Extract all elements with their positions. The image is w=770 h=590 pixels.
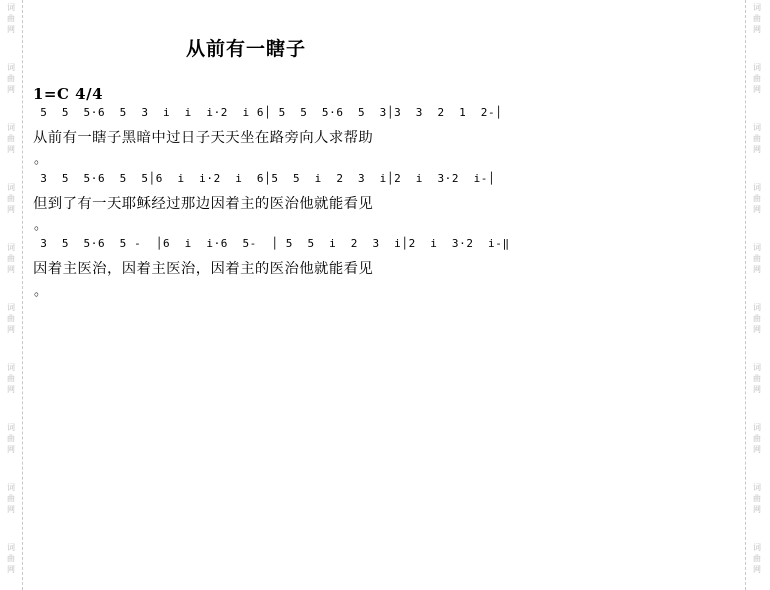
watermark-glyph: 曲 <box>7 554 15 563</box>
watermark-glyph: 词 <box>753 483 761 492</box>
watermark-glyph: 曲 <box>753 14 761 23</box>
lyric-line-3-end: 。 <box>34 284 48 299</box>
notation-line-3: 3 5 5·6 5 - │6 i i·6 5- │ 5 5 i 2 3 i│2 i 3·2 i-‖ <box>33 237 510 250</box>
lyric-line-1-end: 。 <box>34 152 48 167</box>
lyric-line-2: 但到了有一天耶稣经过那边因着主的医治他就能看见 <box>33 196 374 212</box>
watermark-glyph: 曲 <box>7 134 15 143</box>
watermark-glyph: 词 <box>753 63 761 72</box>
watermark-glyph: 曲 <box>7 194 15 203</box>
watermark-glyph: 网 <box>7 265 15 274</box>
watermark-glyph: 网 <box>753 385 761 394</box>
watermark-glyph: 词 <box>7 3 15 12</box>
watermark-glyph: 词 <box>7 483 15 492</box>
watermark-glyph: 曲 <box>7 74 15 83</box>
watermark-glyph: 网 <box>7 145 15 154</box>
watermark-glyph: 网 <box>7 325 15 334</box>
watermark-glyph: 网 <box>753 205 761 214</box>
watermark-glyph: 曲 <box>753 134 761 143</box>
notation-line-1: 5 5 5·6 5 3 i i i·2 i 6│ 5 5 5·6 5 3│3 3 2 1 2-│ <box>33 106 503 119</box>
watermark-glyph: 词 <box>753 123 761 132</box>
watermark-glyph: 网 <box>753 445 761 454</box>
watermark-glyph: 网 <box>753 325 761 334</box>
watermark-glyph: 网 <box>7 85 15 94</box>
notation-line-2: 3 5 5·6 5 5│6 i i·2 i 6│5 5 i 2 3 i│2 i 3·2 i-│ <box>33 172 496 185</box>
watermark-glyph: 曲 <box>753 554 761 563</box>
right-watermark-column <box>745 0 770 590</box>
watermark-glyph: 曲 <box>7 314 15 323</box>
watermark-glyph: 词 <box>753 303 761 312</box>
watermark-glyph: 曲 <box>7 254 15 263</box>
watermark-glyph: 网 <box>7 205 15 214</box>
watermark-glyph: 词 <box>753 183 761 192</box>
watermark-glyph: 曲 <box>753 254 761 263</box>
watermark-glyph: 词 <box>753 243 761 252</box>
watermark-glyph: 词 <box>753 423 761 432</box>
watermark-glyph: 网 <box>753 25 761 34</box>
watermark-glyph: 词 <box>753 363 761 372</box>
watermark-glyph: 词 <box>753 543 761 552</box>
watermark-glyph: 网 <box>753 505 761 514</box>
lyric-line-1: 从前有一瞎子黑暗中过日子天天坐在路旁向人求帮助 <box>33 130 374 146</box>
watermark-glyph: 词 <box>7 543 15 552</box>
watermark-glyph: 曲 <box>753 434 761 443</box>
watermark-glyph: 曲 <box>7 374 15 383</box>
watermark-glyph: 曲 <box>7 434 15 443</box>
watermark-glyph: 词 <box>7 243 15 252</box>
watermark-glyph: 词 <box>7 423 15 432</box>
watermark-glyph: 网 <box>7 25 15 34</box>
watermark-glyph: 词 <box>7 183 15 192</box>
key-time-signature: 1=C 4/4 <box>33 85 104 103</box>
watermark-glyph: 曲 <box>753 194 761 203</box>
watermark-glyph: 网 <box>7 385 15 394</box>
left-watermark-column <box>0 0 23 590</box>
watermark-glyph: 词 <box>7 123 15 132</box>
watermark-glyph: 曲 <box>753 74 761 83</box>
watermark-glyph: 词 <box>7 303 15 312</box>
watermark-glyph: 网 <box>7 445 15 454</box>
watermark-glyph: 网 <box>753 85 761 94</box>
watermark-glyph: 词 <box>7 363 15 372</box>
watermark-glyph: 曲 <box>753 374 761 383</box>
watermark-glyph: 词 <box>7 63 15 72</box>
watermark-glyph: 曲 <box>753 494 761 503</box>
watermark-glyph: 词 <box>753 3 761 12</box>
watermark-glyph: 网 <box>753 145 761 154</box>
lyric-line-3: 因着主医治，因着主医治，因着主的医治他就能看见 <box>33 261 374 277</box>
watermark-glyph: 网 <box>753 265 761 274</box>
song-title: 从前有一瞎子 <box>186 38 307 60</box>
watermark-glyph: 网 <box>7 565 15 574</box>
watermark-glyph: 网 <box>753 565 761 574</box>
watermark-glyph: 网 <box>7 505 15 514</box>
lyric-line-2-end: 。 <box>34 218 48 233</box>
watermark-glyph: 曲 <box>7 494 15 503</box>
watermark-glyph: 曲 <box>753 314 761 323</box>
watermark-glyph: 曲 <box>7 14 15 23</box>
